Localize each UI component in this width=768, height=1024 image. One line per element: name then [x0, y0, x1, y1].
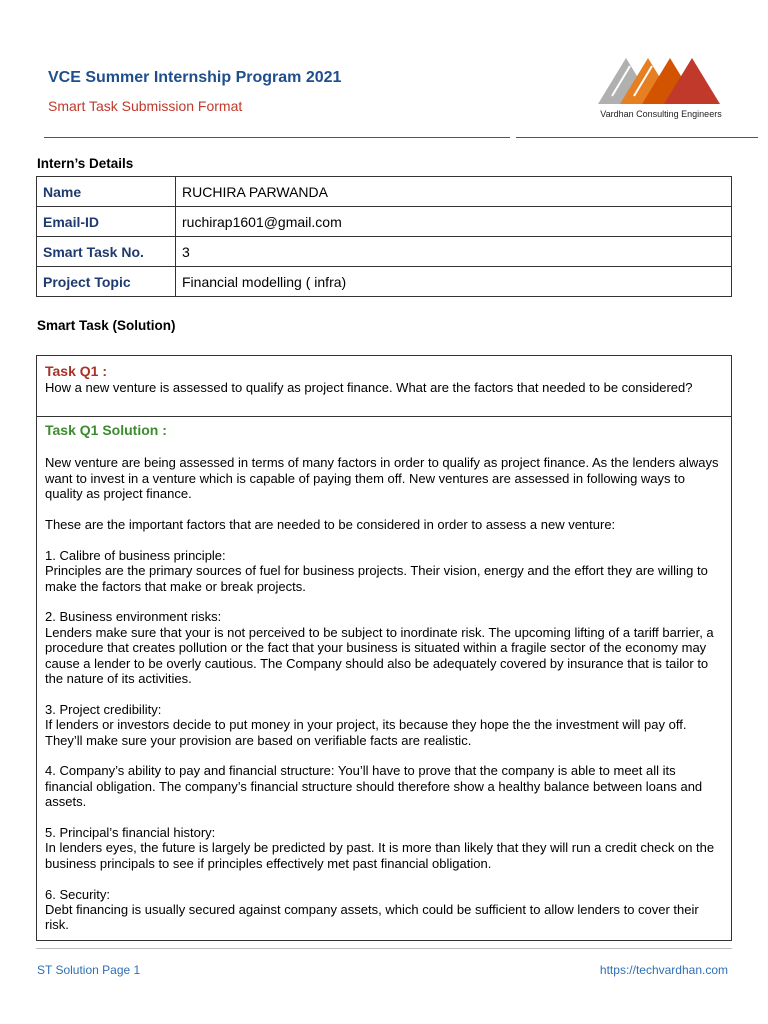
detail-value: RUCHIRA PARWANDA	[176, 177, 732, 207]
answer-paragraph: 2. Business environment risks: Lenders make sure that your is not perceived to be subject to inordinate risk. The upcoming lifting of a tariff barrier, a procedure that creates pollution or the fact that your business is situated within a fragile sector of the economy may cause a lender to be overly cautious. The Company should also be adequately covered by insurance that is tailor to the nature of its activities.	[45, 609, 714, 687]
answer-paragraph: 6. Security: Debt financing is usually secured against company assets, which could be sufficient to allow lenders to cover their risk.	[45, 886, 699, 933]
detail-label: Smart Task No.	[37, 237, 176, 267]
answer-paragraphs	[45, 455, 723, 932]
answer-paragraph: 3. Project credibility: If lenders or investors decide to put money in your project, its because they hope the the investment will pay off. They’ll make sure your provision are based on verifiable facts are realistic.	[45, 701, 687, 748]
table-row	[37, 207, 732, 237]
detail-value: ruchirap1601@gmail.com	[176, 207, 732, 237]
detail-value: Financial modelling ( infra)	[176, 267, 732, 297]
answer-paragraph: 1. Calibre of business principle: Principles are the primary sources of fuel for business projects. Their vision, energy and the effort they are willing to make the factors that make or break projects.	[45, 547, 708, 594]
table-row	[37, 267, 732, 297]
footer-page-label: ST Solution Page 1	[37, 963, 141, 977]
logo-caption: Vardhan Consulting Engineers	[600, 109, 722, 119]
solution-heading: Smart Task (Solution)	[37, 318, 176, 333]
answer-paragraph: New venture are being assessed in terms of many factors in order to qualify as project finance. As the lenders always want to invest in a venture which is capable of paying them off. New ventures are assessed in following ways to quality as project finance.	[45, 455, 719, 502]
details-heading: Intern’s Details	[37, 156, 134, 171]
answer-paragraph: 5. Principal’s financial history: In lenders eyes, the future is largely be predicted by past. It is more than likely that they will run a credit check on the business principals to see if principles effectively met past financial obligation.	[45, 825, 715, 871]
answer-paragraph: 4. Company’s ability to pay and financial structure: You’ll have to prove that the company is able to meet all its financial obligation. The company’s financial structure should therefore show a healthy balance between loans and assets.	[45, 763, 703, 810]
question-title: Task Q1 :	[45, 363, 107, 379]
detail-label: Email-ID	[37, 207, 176, 237]
question-section	[37, 356, 731, 417]
detail-label: Name	[37, 177, 176, 207]
document-subtitle: Smart Task Submission Format	[48, 98, 243, 114]
intern-details-table	[36, 176, 732, 297]
answer-title: Task Q1 Solution :	[45, 422, 167, 438]
detail-value: 3	[176, 237, 732, 267]
header-divider-left	[44, 137, 510, 138]
footer-divider	[36, 948, 732, 949]
table-row	[37, 237, 732, 267]
document-title: VCE Summer Internship Program 2021	[48, 69, 342, 86]
table-row	[37, 177, 732, 207]
solution-box	[36, 355, 732, 941]
answer-section	[37, 417, 731, 933]
header-divider-right	[516, 137, 758, 138]
answer-paragraph: These are the important factors that are needed to be considered in order to assess a new venture:	[45, 517, 616, 533]
question-text: How a new venture is assessed to qualify as project finance. What are the factors that needed to be considered?	[45, 380, 693, 395]
footer-website-link[interactable]: https://techvardhan.com	[599, 963, 728, 977]
detail-label: Project Topic	[37, 267, 176, 297]
